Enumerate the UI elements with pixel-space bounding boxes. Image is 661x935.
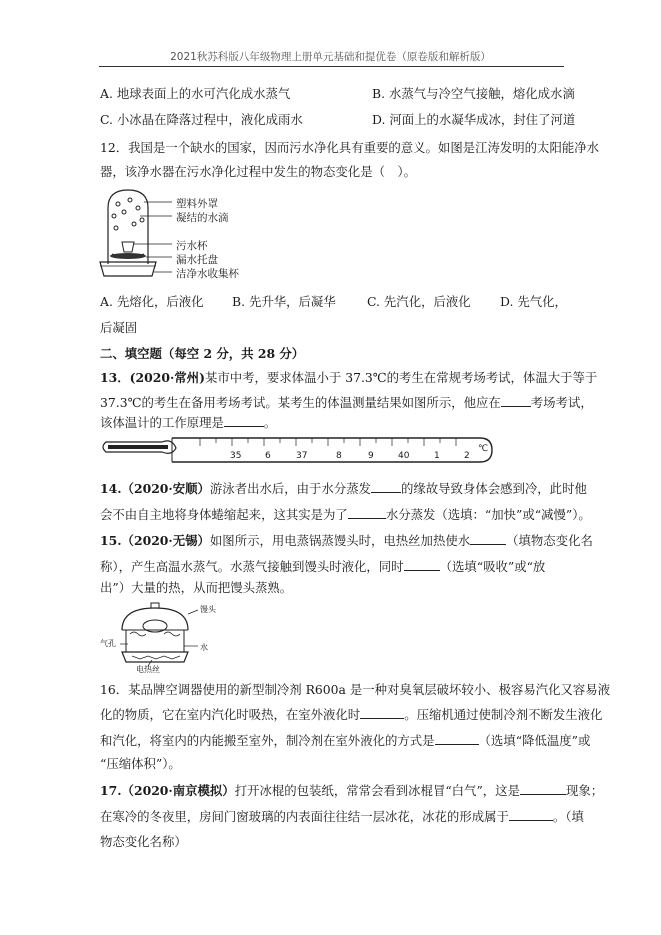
q14-line1 xyxy=(100,480,587,497)
q14-line1b: 的缘故导致身体会感到冷，此时他 xyxy=(401,481,587,496)
q16-line3a: 和汽化，将室内的内能搬至室外，制冷剂在室外液化的方式是 xyxy=(100,733,435,748)
q13-line2 xyxy=(100,394,593,411)
thermometer-ticks xyxy=(200,438,456,446)
thermo-tick-35: 35 xyxy=(230,451,242,461)
q17-line2b: 。（填 xyxy=(552,809,584,824)
q14-blank-1[interactable] xyxy=(371,480,401,493)
q14-line2a: 会不由自主地将身体蜷缩起来，这其实是为了 xyxy=(100,507,348,522)
q16-line4: “压缩体积”）。 xyxy=(100,756,181,771)
q15-line2 xyxy=(100,558,545,575)
q14-blank-2[interactable] xyxy=(348,506,386,519)
q14-line2b: 水分蒸发（选填：“加快”或“减慢”）。 xyxy=(385,507,591,522)
q13-line3a: 该体温计的工作原理是 xyxy=(100,415,224,430)
q11-option-c: C. 小冰晶在降落过程中，液化成雨水 xyxy=(100,112,303,127)
steamer-label-water: 水 xyxy=(200,643,208,652)
q17-line1b: 现象； xyxy=(565,783,604,798)
q13-line1-text: 某市中考，要求体温小于 37.3℃的考生在常规考场考试，体温大于等于 xyxy=(204,370,598,385)
q17-line2a: 在寒冷的冬夜里，房间门窗玻璃的内表面往往结一层冰花，冰花的形成属于 xyxy=(100,809,509,824)
q14-line2 xyxy=(100,506,591,523)
q13-line3 xyxy=(100,414,276,431)
q17-line3: 物态变化名称） xyxy=(100,834,187,849)
q11-option-a: A. 地球表面上的水可汽化成水蒸气 xyxy=(100,86,291,101)
q15-blank-1[interactable] xyxy=(470,532,506,545)
q16-blank-1[interactable] xyxy=(360,706,404,719)
thermometer-diagram xyxy=(100,434,495,466)
q16-line1: 16．某品牌空调器使用的新型制冷剂 R600a 是一种对臭氧层破坏较小、极容易汽化又容易液 xyxy=(100,682,611,697)
thermo-tick-39: 9 xyxy=(368,451,374,461)
diagram-label-leak-tray: 漏水托盘 xyxy=(176,254,218,266)
q13-blank-2[interactable] xyxy=(224,414,264,427)
q17-line1a: 打开冰棍的包装纸，常常会看到冰棍冒“白气”，这是 xyxy=(234,783,520,798)
q17-blank-1[interactable] xyxy=(520,782,566,795)
q12-option-d-continued: 后凝固 xyxy=(100,320,138,335)
thermo-unit: ℃ xyxy=(478,444,489,454)
q15-line1a: 如图所示，用电蒸锅蒸馒头时，电热丝加热使水 xyxy=(209,533,471,548)
thermo-tick-41: 1 xyxy=(434,451,440,461)
q16-line2a: 化的物质，它在室内汽化时吸热，在室外液化时 xyxy=(100,707,361,722)
q16-line2 xyxy=(100,706,602,723)
q12-option-c: C. 先汽化，后液化 xyxy=(367,294,471,309)
q15-blank-2[interactable] xyxy=(404,558,440,571)
thermo-tick-40: 40 xyxy=(398,451,410,461)
q11-option-b: B. 水蒸气与冷空气接触，熔化成水滴 xyxy=(372,86,575,101)
steamer-label-vent: 气孔 xyxy=(100,639,116,648)
diagram-label-plastic-cover: 塑料外罩 xyxy=(176,198,218,210)
q13-line1 xyxy=(100,370,597,386)
q14-line1a: 游泳者出水后，由于水分蒸发 xyxy=(209,481,371,496)
steamer-label-bun: 馒头 xyxy=(200,605,216,614)
q13-line3b: 。 xyxy=(263,415,277,430)
q15-line3: 出”）大量的热，从而把馒头蒸熟。 xyxy=(100,580,293,595)
q13-line2b: 考场考试， xyxy=(530,395,593,410)
q13-tag: 13．(2020·常州) xyxy=(100,370,205,385)
q17-line2 xyxy=(100,808,584,825)
q11-option-d: D. 河面上的水凝华成冰，封住了河道 xyxy=(372,112,576,127)
q13-line2a: 37.3℃的考生在备用考场考试。某考生的体温测量结果如图所示，他应在 xyxy=(100,395,501,410)
q16-line3 xyxy=(100,732,590,749)
q12-option-d: D. 先气化， xyxy=(500,294,567,309)
q12-stem-line1: 12．我国是一个缺水的国家，因而污水净化具有重要的意义。如图是江涛发明的太阳能净水 xyxy=(100,140,600,155)
q15-tag: 15.（2020·无锡） xyxy=(100,533,210,548)
thermo-tick-42: 2 xyxy=(464,451,470,461)
q12-option-a: A. 先熔化，后液化 xyxy=(100,294,204,309)
page-header: 2021秋苏科版八年级物理上册单元基础和提优卷（原卷版和解析版） xyxy=(170,51,491,63)
thermo-tick-36: 6 xyxy=(265,451,271,461)
q15-line1b: （填物态变化名 xyxy=(506,533,593,548)
steamer-label-heater: 电热丝 xyxy=(136,665,160,674)
diagram-label-collection-cup: 洁净水收集杯 xyxy=(176,268,239,280)
q15-line1 xyxy=(100,532,593,549)
thermo-tick-37: 37 xyxy=(296,451,308,461)
thermo-tick-38: 8 xyxy=(336,451,342,461)
q13-blank-1[interactable] xyxy=(501,394,531,407)
q17-line1 xyxy=(100,782,603,799)
diagram-label-condensed-drops: 凝结的水滴 xyxy=(176,212,229,224)
q17-blank-2[interactable] xyxy=(509,808,553,821)
q12-stem-line2: 器，该净水器在污水净化过程中发生的物态变化是（ ）。 xyxy=(100,164,416,179)
q14-tag: 14.（2020·安顺） xyxy=(100,481,210,496)
section-title: 二、填空题（每空 2 分，共 28 分） xyxy=(100,346,305,361)
q15-line2b: （选填“吸收”或“放 xyxy=(439,559,546,574)
diagram-label-dirty-water-cup: 污水杯 xyxy=(176,240,208,252)
q16-blank-2[interactable] xyxy=(435,732,479,745)
q16-line2b: 。压缩机通过使制冷剂不断发生液化 xyxy=(404,707,603,722)
q12-option-b: B. 先升华，后凝华 xyxy=(232,294,336,309)
header-rule xyxy=(99,66,564,67)
q17-tag: 17.（2020·南京模拟） xyxy=(100,783,235,798)
q15-line2a: 称），产生高温水蒸气。水蒸气接触到馒头时液化，同时 xyxy=(100,559,404,574)
q16-line3b: （选填“降低温度”或 xyxy=(478,733,591,748)
